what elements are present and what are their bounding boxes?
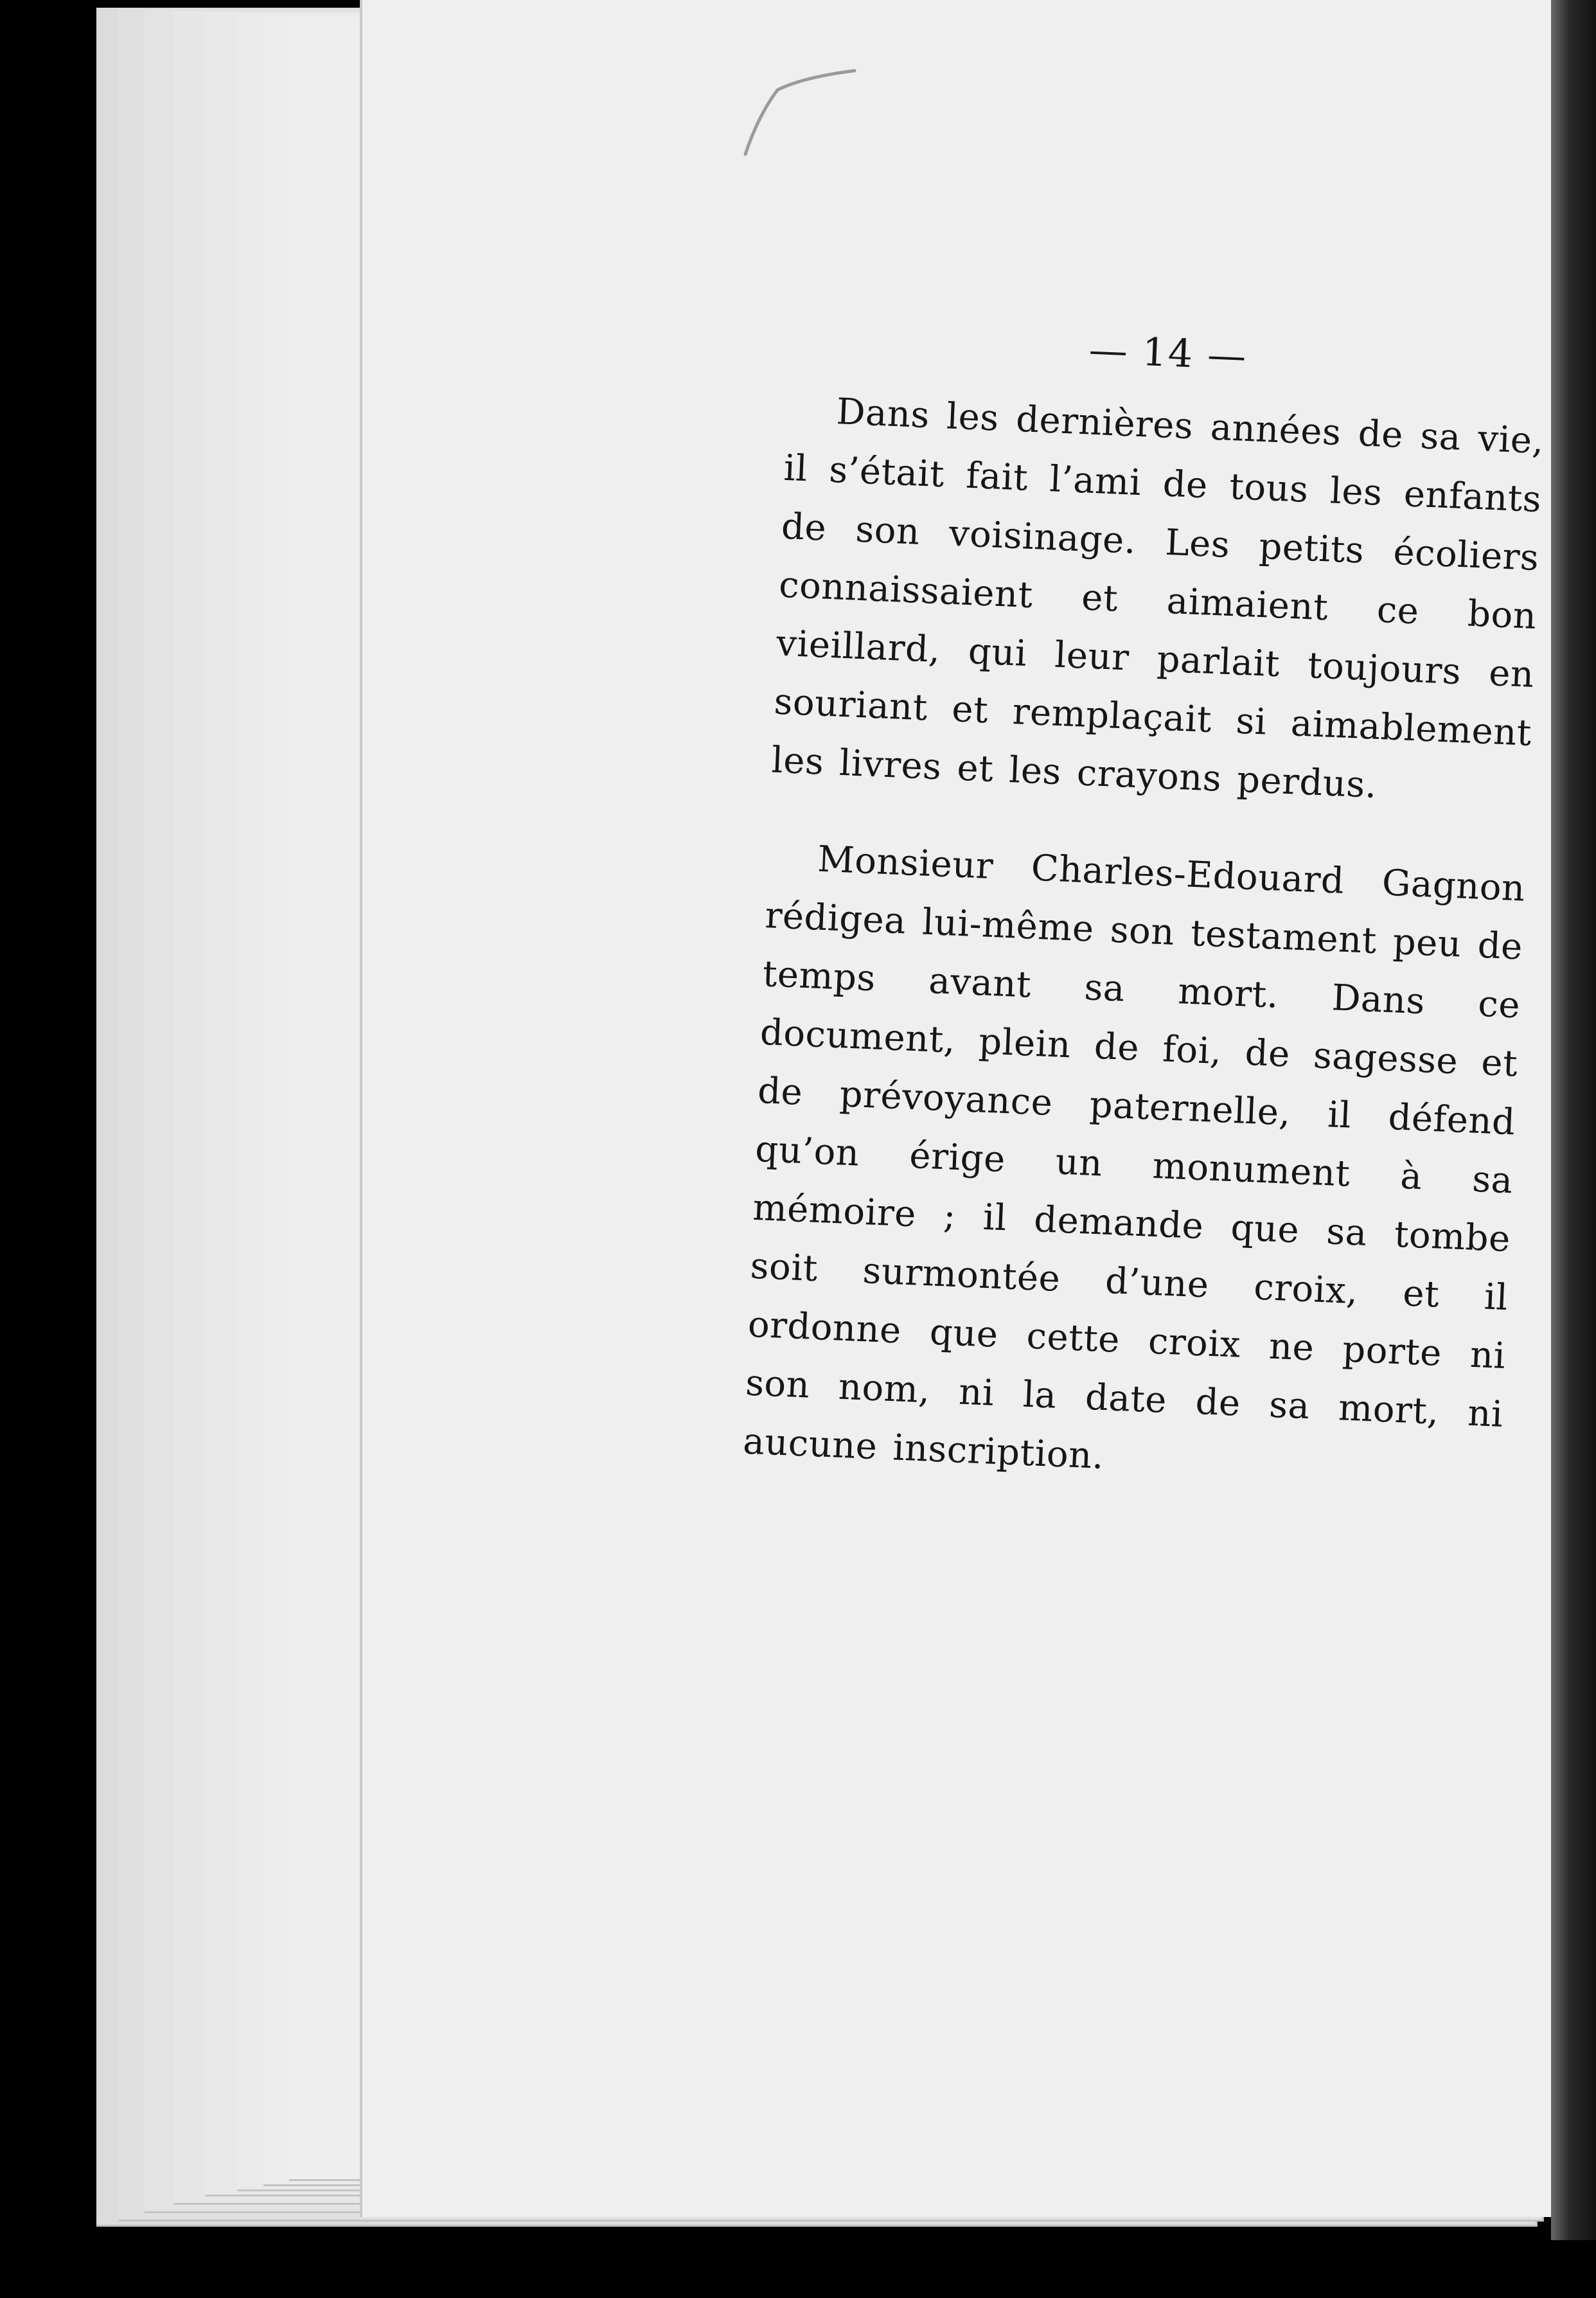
binding-shadow [1551,0,1596,2298]
paragraph: Dans les dernières années de sa vie, il s’était fait l’ami de tous les enfants de son voisinage. Les petits écoliers connaissaient et aimaient ce bon vieillard, qui leur parlait toujours en souriant et remplaçait si aimablement les livres et les crayons perdus. [770,391,1545,806]
paragraph: Monsieur Charles-Edouard Gagnon rédigea lui-même son testament peu de temps avant sa mort. Dans ce document, plein de foi, de sagesse et de prévoyance paternelle, il défend qu’on érige un monument à sa mémoire ; il demande que sa tombe soit surmontée d’une croix, et il ordonne que cette croix ne porte ni son nom, ni la date de sa mort, ni aucune inscription. [742,838,1526,1477]
scan-border [0,2240,1596,2298]
pen-mark [739,64,867,167]
text-block [742,315,1548,1502]
page-number: — 14 — [1088,327,1248,379]
